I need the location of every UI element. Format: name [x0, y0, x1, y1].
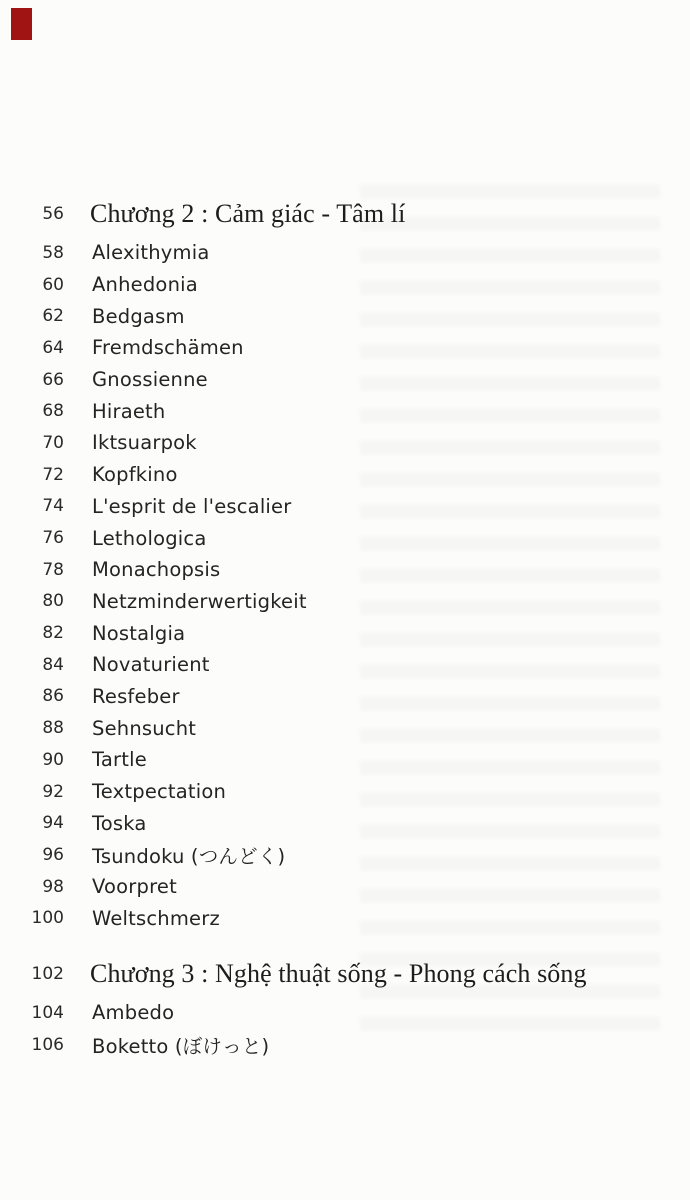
entry-page-number: 84 — [42, 654, 64, 675]
red-corner-mark — [11, 8, 32, 40]
toc-section — [30, 950, 674, 1060]
toc-entry-row — [30, 522, 674, 554]
chapter-page-number: 56 — [42, 203, 64, 224]
toc-entry-row — [30, 681, 674, 713]
entry-title: Bedgasm — [92, 304, 185, 328]
entry-page-number: 76 — [42, 528, 64, 549]
entry-title: Textpectation — [92, 780, 227, 804]
toc-entry-row — [30, 332, 674, 364]
entry-page-number: 80 — [42, 591, 64, 612]
entry-page-number: 100 — [31, 908, 64, 929]
entry-page-number: 70 — [42, 432, 64, 453]
entry-page-number: 62 — [42, 306, 64, 327]
toc-entry-row — [30, 364, 674, 396]
toc-entry-row — [30, 586, 674, 618]
entry-title: Lethologica — [92, 526, 207, 550]
entry-page-number: 58 — [42, 242, 64, 263]
chapter-heading-row — [30, 950, 674, 997]
entry-title: Toska — [92, 811, 147, 835]
entry-title: Kopfkino — [92, 463, 178, 487]
entry-page-number: 104 — [31, 1002, 64, 1023]
entry-page-number: 86 — [42, 686, 64, 707]
entry-title: Fremdschämen — [92, 336, 244, 360]
entry-page-number: 68 — [42, 401, 64, 422]
toc-entry-row — [30, 1029, 674, 1061]
entry-page-number: 94 — [42, 813, 64, 834]
toc-entry-row — [30, 269, 674, 301]
chapter-title: Chương 3 : Nghệ thuật sống - Phong cách sống — [90, 958, 587, 988]
entry-title: Voorpret — [92, 875, 177, 899]
entry-page-number: 64 — [42, 337, 64, 358]
entry-page-number: 66 — [42, 369, 64, 390]
entry-title: Alexithymia — [92, 241, 210, 265]
entry-title: Iktsuarpok — [92, 431, 197, 455]
toc-entry-row — [30, 902, 674, 934]
entry-title: Gnossienne — [92, 368, 208, 392]
entry-title: Resfeber — [92, 684, 180, 708]
toc-entry-row — [30, 459, 674, 491]
entry-title: Tartle — [92, 748, 147, 772]
entry-page-number: 72 — [42, 464, 64, 485]
table-of-contents — [30, 190, 674, 1061]
entry-page-number: 106 — [31, 1034, 64, 1055]
entry-title: Novaturient — [92, 653, 210, 677]
entry-title: Nostalgia — [92, 621, 186, 645]
toc-entry-row — [30, 871, 674, 903]
entry-page-number: 90 — [42, 749, 64, 770]
entry-page-number: 88 — [42, 718, 64, 739]
entry-title: Netzminderwertigkeit — [92, 589, 307, 613]
chapter-title: Chương 2 : Cảm giác - Tâm lí — [90, 198, 406, 228]
entry-title: Hiraeth — [92, 399, 166, 423]
entry-page-number: 82 — [42, 623, 64, 644]
toc-entry-row — [30, 776, 674, 808]
entry-title: Weltschmerz — [92, 906, 220, 930]
toc-entry-row — [30, 427, 674, 459]
entry-title: Ambedo — [92, 1001, 175, 1025]
toc-entry-row — [30, 807, 674, 839]
entry-page-number: 60 — [42, 274, 64, 295]
toc-entry-row — [30, 491, 674, 523]
toc-section — [30, 190, 674, 934]
toc-entry-row — [30, 744, 674, 776]
chapter-page-number: 102 — [31, 963, 64, 984]
toc-entry-row — [30, 300, 674, 332]
toc-entry-row — [30, 997, 674, 1029]
toc-entry-row — [30, 395, 674, 427]
entry-page-number: 96 — [42, 844, 64, 865]
entry-title: L'esprit de l'escalier — [92, 494, 292, 518]
entry-title: Boketto (ぼけっと) — [92, 1034, 270, 1058]
chapter-heading-row — [30, 190, 674, 237]
entry-title: Monachopsis — [92, 558, 221, 582]
toc-entry-row — [30, 617, 674, 649]
entry-title: Tsundoku (つんどく) — [92, 844, 286, 868]
entry-page-number: 74 — [42, 496, 64, 517]
entry-page-number: 98 — [42, 876, 64, 897]
entry-title: Sehnsucht — [92, 716, 197, 740]
toc-entry-row — [30, 649, 674, 681]
toc-entry-row — [30, 712, 674, 744]
entry-title: Anhedonia — [92, 273, 198, 297]
entry-page-number: 78 — [42, 559, 64, 580]
toc-entry-row — [30, 554, 674, 586]
toc-entry-row — [30, 237, 674, 269]
entry-page-number: 92 — [42, 781, 64, 802]
toc-entry-row — [30, 839, 674, 871]
